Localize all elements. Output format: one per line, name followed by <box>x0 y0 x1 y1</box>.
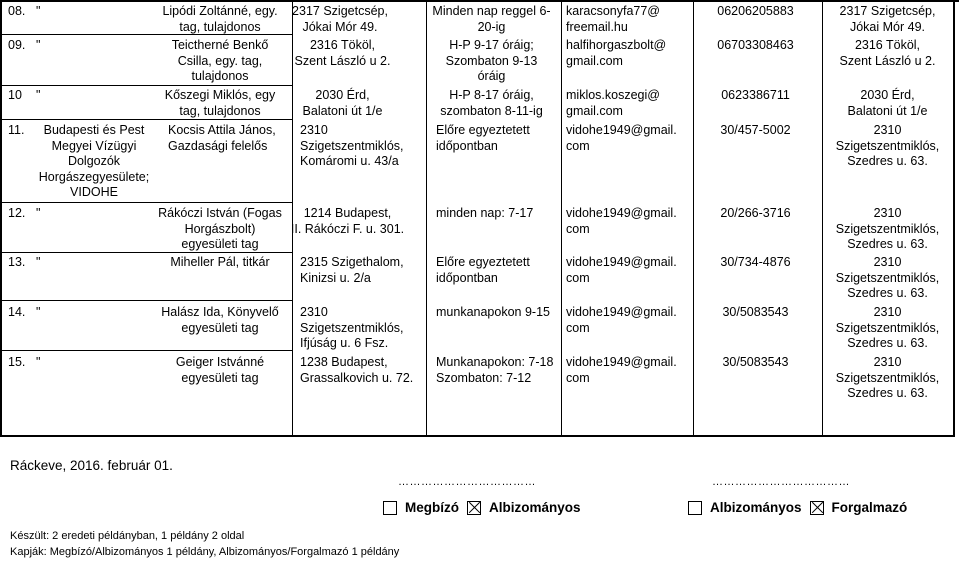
opening-hours: minden nap: 7-17 <box>436 206 534 220</box>
opening-hours: H-P 9-17 óráig; Szombaton 9-13 óráig <box>445 38 538 83</box>
role-selector-1 <box>383 500 589 515</box>
seat-address: 2317 Szigetcsép, Jókai Mór 49. <box>839 4 936 34</box>
email: vidohe1949@gmail. com <box>566 305 677 335</box>
contact-name: Kocsis Attila János, Gazdasági felelős <box>168 123 276 153</box>
email: karacsonyfa77@ freemail.hu <box>566 4 660 34</box>
email: vidohe1949@gmail. com <box>566 355 677 385</box>
phone: 30/5083543 <box>722 305 789 319</box>
row-number: 11. <box>8 123 25 137</box>
contact-name: Geiger Istvánné egyesületi tag <box>175 355 265 385</box>
email: vidohe1949@gmail. com <box>566 123 677 153</box>
seat-address: 2316 Tököl, Szent László u 2. <box>839 38 936 68</box>
ditto-mark: " <box>36 206 41 220</box>
recipients-note: Kapják: Megbízó/Albizományos 1 példány, Albizományos/Forgalmazó 1 példány <box>10 546 400 558</box>
row-divider <box>2 300 292 301</box>
label-megbizo: Megbízó <box>405 500 459 515</box>
opening-hours: munkanapokon 9-15 <box>436 305 550 319</box>
address: 2030 Érd, Balatoni út 1/e <box>302 88 383 118</box>
role-selector-2 <box>688 500 915 515</box>
contact-name: Lipódi Zoltánné, egy. tag, tulajdonos <box>162 4 278 34</box>
seat-address: 2310 Szigetszentmiklós, Szedres u. 63. <box>835 206 940 251</box>
row-divider <box>2 85 292 86</box>
opening-hours: Előre egyeztetett időpontban <box>436 255 530 285</box>
label-forgalmazo: Forgalmazó <box>831 500 908 515</box>
row-number: 13. <box>8 255 26 269</box>
ditto-mark: " <box>36 4 41 18</box>
email: miklos.koszegi@ gmail.com <box>566 88 660 118</box>
address: 2310 Szigetszentmiklós, Ifjúság u. 6 Fsz. <box>300 305 404 350</box>
contact-name: Kőszegi Miklós, egy tag, tulajdonos <box>164 88 276 118</box>
ditto-mark: " <box>36 355 41 369</box>
copies-note: Készült: 2 eredeti példányban, 1 példány 2 oldal <box>10 530 245 542</box>
ditto-mark: " <box>36 88 41 102</box>
phone: 30/734-4876 <box>720 255 791 269</box>
contact-name: Rákóczi István (Fogas Horgászbolt) egyesületi tag <box>158 206 282 251</box>
address: 1214 Budapest, II. Rákóczi F. u. 301. <box>290 206 405 236</box>
signature-line-1: ……………………………… <box>398 476 536 488</box>
opening-hours: H-P 8-17 óráig, szombaton 8-11-ig <box>440 88 543 118</box>
row-divider <box>2 202 292 203</box>
label-albizomanyos-2: Albizományos <box>710 500 802 515</box>
label-albizomanyos: Albizományos <box>489 500 581 515</box>
phone: 20/266-3716 <box>720 206 791 220</box>
phone: 06206205883 <box>717 4 794 18</box>
signature-line-2: ……………………………… <box>712 476 850 488</box>
address: 2317 Szigetcsép, Jókai Mór 49. <box>292 4 388 34</box>
seat-address: 2310 Szigetszentmiklós, Szedres u. 63. <box>835 123 940 168</box>
row-number: 10 <box>8 88 22 102</box>
ditto-mark: " <box>36 38 41 52</box>
opening-hours: Minden nap reggel 6- 20-ig <box>432 4 551 34</box>
checkbox-forgalmazo-checked[interactable] <box>810 501 824 515</box>
address: 2315 Szigethalom, Kinizsi u. 2/a <box>300 255 404 285</box>
email: vidohe1949@gmail. com <box>566 255 677 285</box>
place-date: Ráckeve, 2016. február 01. <box>10 458 173 473</box>
checkbox-albizomanyos-2[interactable] <box>688 501 702 515</box>
row-number: 09. <box>8 38 26 52</box>
ditto-mark: " <box>36 255 41 269</box>
seat-address: 2310 Szigetszentmiklós, Szedres u. 63. <box>835 255 940 300</box>
row-number: 15. <box>8 355 26 369</box>
row-number: 14. <box>8 305 26 319</box>
phone: 0623386711 <box>721 88 790 102</box>
row-number: 12. <box>8 206 26 220</box>
phone: 06703308463 <box>717 38 794 52</box>
checkbox-albizomanyos-checked[interactable] <box>467 501 481 515</box>
seat-address: 2310 Szigetszentmiklós, Szedres u. 63. <box>835 305 940 350</box>
contact-name: Miheller Pál, titkár <box>170 255 270 269</box>
address: 2310 Szigetszentmiklós, Komáromi u. 43/a <box>300 123 404 168</box>
email: vidohe1949@gmail. com <box>566 206 677 236</box>
address: 2316 Tököl, Szent László u 2. <box>294 38 391 68</box>
organization-name: Budapesti és Pest Megyei Vízügyi Dolgozók Horgászegyesülete; VIDOHE <box>38 123 150 199</box>
email: halfihorgaszbolt@ gmail.com <box>566 38 667 68</box>
col-divider <box>561 0 562 437</box>
checkbox-megbizo[interactable] <box>383 501 397 515</box>
opening-hours: Munkanapokon: 7-18 Szombaton: 7-12 <box>436 355 554 385</box>
phone: 30/457-5002 <box>720 123 791 137</box>
row-divider <box>2 350 292 351</box>
seat-address: 2030 Érd, Balatoni út 1/e <box>847 88 928 118</box>
ditto-mark: " <box>36 305 41 319</box>
row-divider <box>2 119 292 120</box>
phone: 30/5083543 <box>722 355 789 369</box>
row-number: 08. <box>8 4 26 18</box>
opening-hours: Előre egyeztetett időpontban <box>436 123 530 153</box>
seat-address: 2310 Szigetszentmiklós, Szedres u. 63. <box>835 355 940 400</box>
contact-name: Teictherné Benkő Csilla, egy. tag, tulajdonos <box>171 38 269 83</box>
contact-name: Halász Ida, Könyvelő egyesületi tag <box>161 305 279 335</box>
address: 1238 Budapest, Grassalkovich u. 72. <box>300 355 414 385</box>
